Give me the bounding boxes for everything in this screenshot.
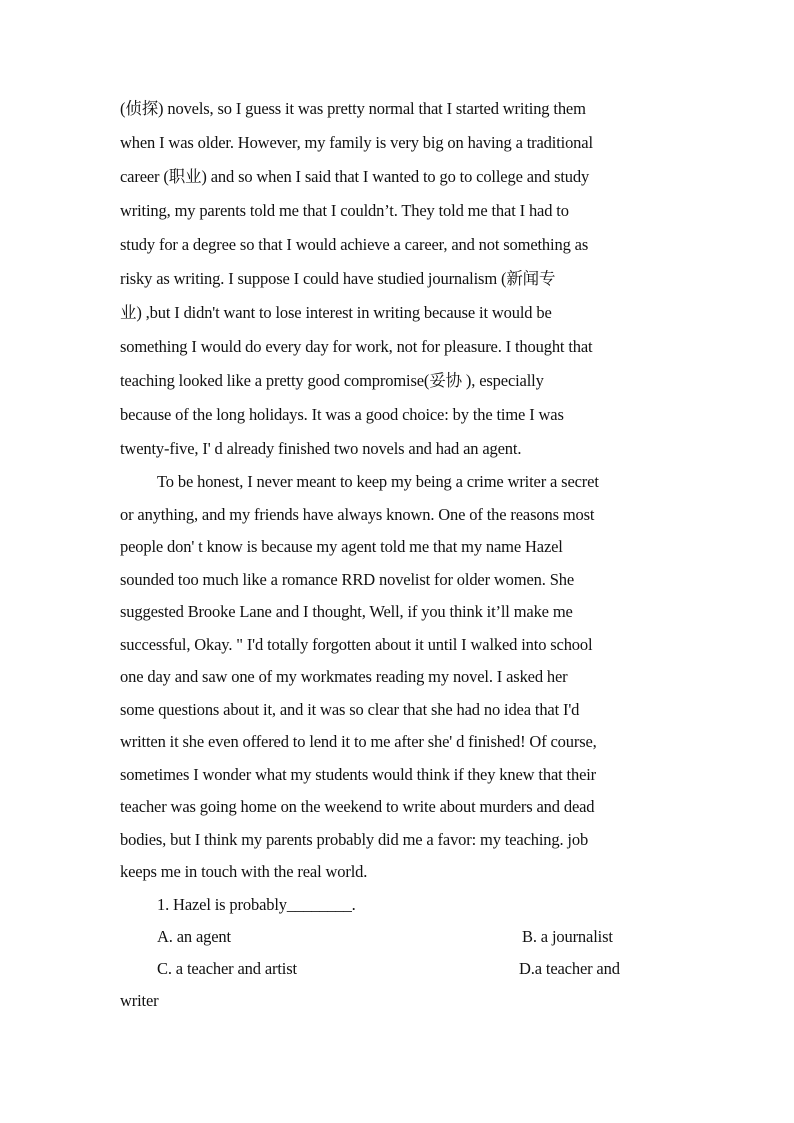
paragraph-1 [120, 92, 680, 466]
text-line: career (职业) and so when I said that I wanted to go to college and study [120, 167, 590, 186]
text-line: when I was older. However, my family is very big on having a traditional [120, 133, 593, 152]
text-line: teacher was going home on the weekend to write about murders and dead [120, 797, 595, 816]
text-line: To be honest, I never meant to keep my being a crime writer a secret [157, 472, 599, 491]
text-line: writing, my parents told me that I couldn’t. They told me that I had to [120, 201, 569, 220]
text-line: some questions about it, and it was so clear that she had no idea that I'd [120, 699, 580, 719]
text-line: sounded too much like a romance RRD novelist for older women. She [120, 569, 574, 589]
text-line: study for a degree so that I would achieve a career, and not something as [120, 235, 589, 254]
options-row-cd [120, 953, 680, 985]
text-line: sometimes I wonder what my students would think if they knew that their [120, 764, 597, 784]
text-line: something I would do every day for work, not for pleasure. I thought that [120, 337, 593, 356]
text-line: successful, Okay. " I'd totally forgotten about it until I walked into school [120, 634, 593, 654]
question-1 [120, 889, 680, 1017]
text-line: written it she even offered to lend it to me after she' d finished! Of course, [120, 732, 597, 751]
text-line: 业) ,but I didn't want to lose interest in writing because it would be [120, 303, 552, 322]
question-stem: 1. Hazel is probably________. [157, 894, 356, 914]
text-line: (侦探) novels, so I guess it was pretty normal that I started writing them [120, 99, 586, 118]
text-line: bodies, but I think my parents probably did me a favor: my teaching. job [120, 829, 589, 849]
options-row-ab [120, 921, 680, 953]
text-line: twenty-five, I' d already finished two novels and had an agent. [120, 439, 522, 458]
text-line: suggested Brooke Lane and I thought, Well, if you think it’ll make me [120, 602, 573, 621]
option-b[interactable]: B. a journalist [522, 926, 613, 946]
paragraph-2 [120, 466, 680, 889]
option-d[interactable]: D.a teacher and [519, 958, 620, 978]
text-line: one day and saw one of my workmates reading my novel. I asked her [120, 667, 568, 686]
text-line: risky as writing. I suppose I could have studied journalism (新闻专 [120, 269, 556, 288]
text-line: keeps me in touch with the real world. [120, 862, 368, 881]
text-line: because of the long holidays. It was a good choice: by the time I was [120, 405, 564, 424]
option-a[interactable]: A. an agent [157, 926, 231, 946]
document-page [120, 92, 680, 1017]
option-d-wrap: writer [120, 990, 159, 1010]
option-c[interactable]: C. a teacher and artist [157, 958, 297, 978]
text-line: or anything, and my friends have always known. One of the reasons most [120, 504, 595, 524]
text-line: teaching looked like a pretty good compromise(妥协 ), especially [120, 371, 544, 390]
text-line: people don' t know is because my agent told me that my name Hazel [120, 537, 563, 556]
